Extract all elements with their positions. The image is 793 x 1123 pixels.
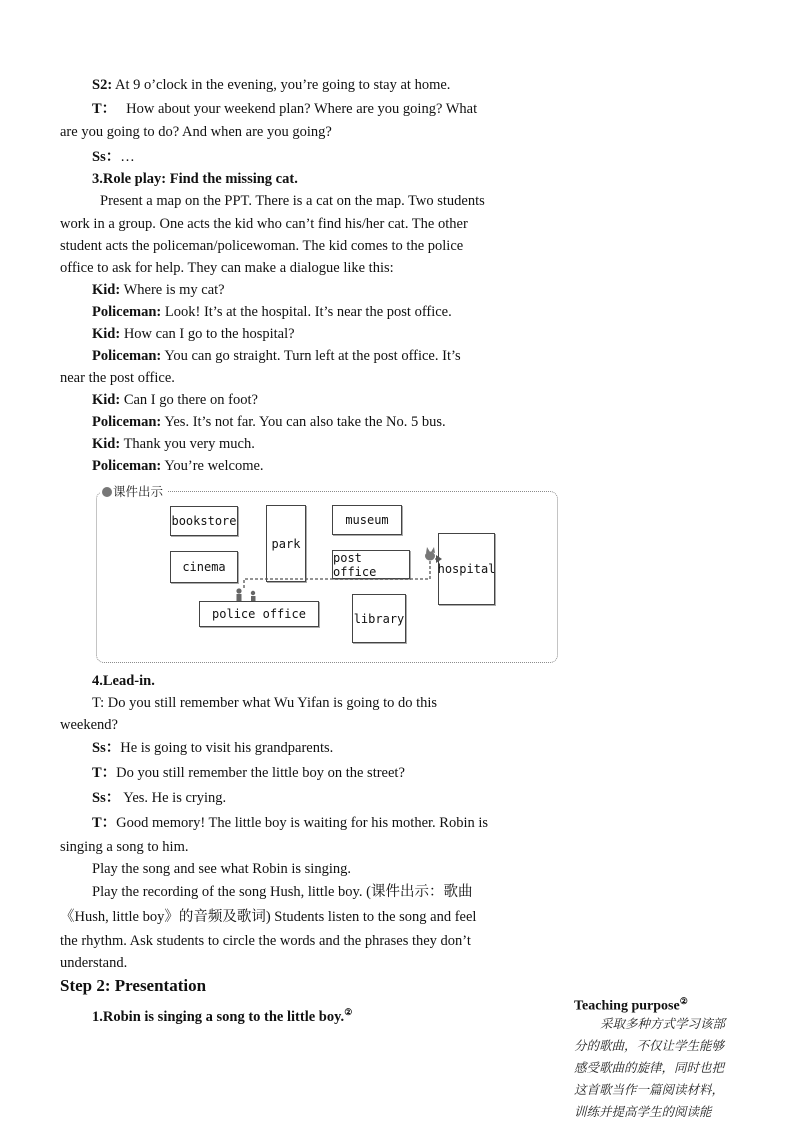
sidebar-line: 训练并提高学生的阅读能 — [574, 1104, 712, 1119]
leadin-t1-cont: weekend? — [60, 717, 118, 733]
map-post-office: post office — [332, 550, 410, 579]
roleplay-intro-line: Present a map on the PPT. There is a cat on the map. Two students — [100, 193, 485, 209]
roleplay-intro-line: work in a group. One acts the kid who can’t find his/her cat. The other — [60, 216, 468, 232]
speaker-label: Policeman: — [92, 414, 162, 430]
line-text: Do you still remember the little boy on the street? — [116, 765, 405, 781]
cat-icon — [425, 547, 435, 561]
speaker-label: T： — [92, 765, 117, 781]
line-text: At 9 o’clock in the evening, you’re going to stay at home. — [112, 77, 451, 93]
speaker-label: Ss： — [92, 740, 121, 756]
roleplay-line — [92, 303, 452, 321]
dialogue-line-t-cont: are you going to do? And when are you going? — [60, 124, 332, 140]
leadin-t3 — [92, 814, 488, 832]
leadin-ss2 — [92, 789, 226, 807]
speaker-label: Kid: — [92, 326, 121, 342]
line-text: How about your weekend plan? Where are you going? What — [126, 101, 478, 117]
footnote-mark: ② — [679, 996, 688, 1006]
sidebar-title-text: Teaching purpose — [574, 998, 680, 1014]
line-text: Yes. He is crying. — [120, 790, 227, 806]
speaker-label: T： — [92, 815, 117, 831]
roleplay-line — [92, 347, 461, 365]
map-route — [96, 491, 556, 661]
sidebar-line: 这首歌当作一篇阅读材料， — [574, 1082, 725, 1097]
map-hospital: hospital — [438, 533, 495, 605]
line-text: Can I go there on foot? — [120, 392, 258, 408]
leadin-t3-cont: singing a song to him. — [60, 839, 189, 855]
leadin-t1: T: Do you still remember what Wu Yifan is going to do this — [92, 695, 438, 711]
speaker-label: Policeman: — [92, 348, 162, 364]
roleplay-heading: 3.Role play: Find the missing cat. — [92, 171, 298, 187]
line-text: He is going to visit his grandparents. — [120, 740, 334, 756]
speaker-label: Policeman: — [92, 304, 162, 320]
speaker-label: Kid: — [92, 282, 121, 298]
sidebar-line: 感受歌曲的旋律，同时也把 — [574, 1060, 725, 1075]
line-text: Good memory! The little boy is waiting for his mother. Robin is — [116, 815, 489, 831]
leadin-heading: 4.Lead-in. — [92, 673, 155, 689]
sidebar-line: 分的歌曲，不仅让学生能够 — [574, 1038, 725, 1053]
speaker-label: S2: — [92, 77, 113, 93]
leadin-play-song: Play the song and see what Robin is singing. — [92, 861, 351, 877]
line-text: How can I go to the hospital? — [120, 326, 295, 342]
leadin-recording-line: the rhythm. Ask students to circle the words and the phrases they don’t — [60, 933, 471, 949]
footnote-mark: ② — [344, 1007, 353, 1017]
roleplay-intro-line: office to ask for help. They can make a dialogue like this: — [60, 260, 394, 276]
map-label-text: 课件出示 — [113, 484, 164, 499]
sidebar-line: 采取多种方式学习该部 — [600, 1016, 726, 1031]
roleplay-line — [92, 325, 295, 343]
map-museum: museum — [332, 505, 402, 535]
people-icon — [236, 588, 255, 601]
route-path — [244, 559, 436, 588]
line-text: Thank you very much. — [120, 436, 255, 452]
line-text: Look! It’s at the hospital. It’s near the post office. — [161, 304, 452, 320]
leadin-ss1 — [92, 739, 333, 757]
speaker-label: T： — [92, 101, 117, 117]
line-text: You can go straight. Turn left at the post office. It’s — [161, 348, 461, 364]
speaker-label: Ss： — [92, 149, 121, 165]
roleplay-line — [92, 457, 264, 475]
map-police-office: police office — [199, 601, 319, 627]
map-cinema: cinema — [170, 551, 238, 583]
speaker-label: Kid: — [92, 392, 121, 408]
map-library: library — [352, 594, 406, 643]
line-text: Where is my cat? — [120, 282, 225, 298]
roleplay-line — [92, 413, 446, 431]
roleplay-line — [92, 435, 255, 453]
leadin-recording-line: 《Hush, little boy》的音频及歌词) Students listen to the song and feel — [60, 909, 477, 925]
dialogue-line-s2 — [92, 76, 450, 94]
dialogue-line-t — [92, 100, 477, 118]
dialogue-line-ss — [92, 148, 135, 166]
speaker-label: Ss： — [92, 790, 121, 806]
roleplay-intro-line: student acts the policeman/policewoman. The kid comes to the police — [60, 238, 464, 254]
leadin-recording-line: understand. — [60, 955, 128, 971]
line-text: Yes. It’s not far. You can also take the No. 5 bus. — [161, 414, 446, 430]
route-arrow-icon — [436, 555, 442, 563]
step2-heading: Step 2: Presentation — [60, 976, 207, 995]
roleplay-line — [60, 369, 175, 387]
step2-item1 — [92, 1003, 352, 1026]
speaker-label: Policeman: — [92, 458, 162, 474]
map-park: park — [266, 505, 306, 582]
line-text: You’re welcome. — [161, 458, 264, 474]
roleplay-line — [92, 391, 258, 409]
line-text: near the post office. — [60, 370, 175, 386]
speaker-label: Kid: — [92, 436, 121, 452]
leadin-recording-line: Play the recording of the song Hush, little boy. (课件出示：歌曲 — [92, 884, 473, 900]
leadin-t2 — [92, 764, 405, 782]
item-text: 1.Robin is singing a song to the little boy. — [92, 1008, 345, 1025]
roleplay-line — [92, 281, 225, 299]
line-text: … — [120, 149, 135, 165]
map-bookstore: bookstore — [170, 506, 238, 536]
